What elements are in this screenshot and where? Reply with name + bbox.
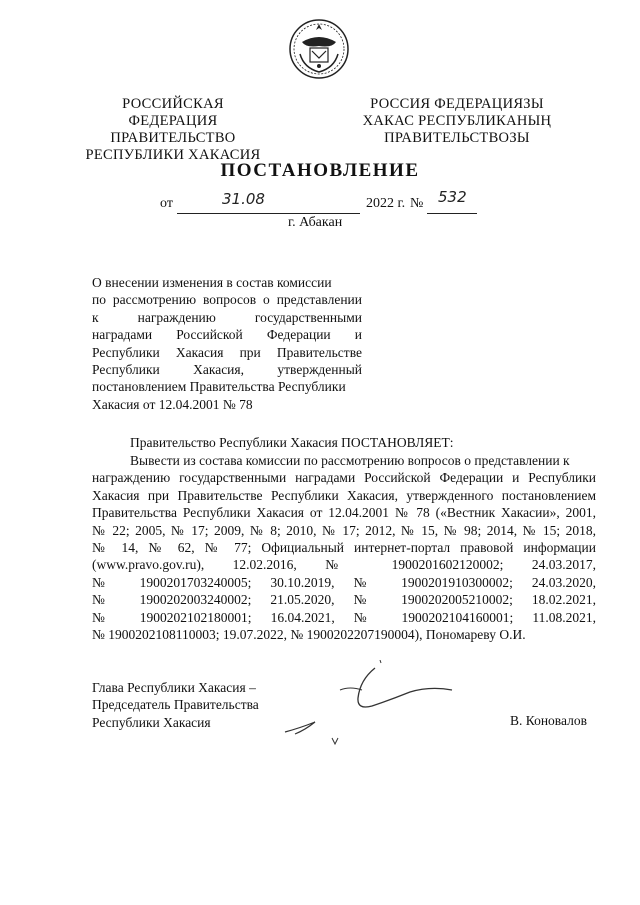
header-left bbox=[78, 96, 268, 164]
subject-line: по рассмотрению вопросов о представлении bbox=[92, 292, 362, 308]
subject-line: Хакасия от 12.04.2001 № 78 bbox=[92, 396, 253, 412]
year: 2022 г. bbox=[366, 196, 406, 211]
date-handwritten: 31.08 bbox=[222, 190, 265, 208]
body-line: № 1900202003240002; 21.05.2020, № 1900202005210002; 18.02.2021, bbox=[92, 592, 596, 608]
number-sign: № bbox=[410, 196, 424, 211]
date-underline bbox=[177, 195, 360, 214]
document-title: ПОСТАНОВЛЕНИЕ bbox=[220, 160, 420, 181]
body-line: № 1900202102180001; 16.04.2021, № 1900202104160001; 11.08.2021, bbox=[92, 609, 596, 625]
body-line: № 1900201703240005; 30.10.2019, № 1900201910300002; 24.03.2020, bbox=[92, 574, 596, 590]
subject-line: постановлением Правительства Республики bbox=[92, 379, 346, 395]
signatory-position bbox=[92, 679, 292, 731]
header-right-line: ХАКАС РЕСПУБЛИКАНЫҢ bbox=[362, 113, 552, 129]
number-handwritten: 532 bbox=[438, 188, 467, 206]
header-right bbox=[362, 96, 552, 147]
header-left-line: РЕСПУБЛИКИ ХАКАСИЯ bbox=[85, 147, 261, 163]
subject-line: к награждению государственными bbox=[92, 309, 362, 325]
body-line: № 1900202108110003; 19.07.2022, № 1900202207190004), Пономареву О.И. bbox=[92, 626, 526, 642]
subject-line: наградами Российской Федерации и bbox=[92, 327, 362, 343]
body-line: Вывести из состава комиссии по рассмотрению вопросов о представлении к bbox=[130, 453, 570, 468]
subject-line: О внесении изменения в состав комиссии bbox=[92, 275, 332, 290]
signatory-line: Республики Хакасия bbox=[92, 714, 211, 730]
coat-of-arms-emblem-icon bbox=[288, 18, 350, 80]
header-left-line: ПРАВИТЕЛЬСТВО bbox=[110, 130, 236, 146]
subject bbox=[92, 274, 362, 413]
body-line: награждению государственными наградами Российской Федерации и Республики bbox=[92, 470, 596, 486]
date-prefix: от bbox=[160, 196, 173, 211]
body-line: Хакасия при Правительстве Республики Хакасия, утвержденного постановлением bbox=[92, 487, 596, 503]
subject-line: Республики Хакасия, утвержденный bbox=[92, 362, 362, 378]
subject-line: Республики Хакасия при Правительстве bbox=[92, 344, 362, 360]
body-line: № 14, № 62, № 77; Официальный интернет-портал правовой информации bbox=[92, 539, 596, 555]
handwritten-signature bbox=[280, 660, 480, 750]
header-left-line: РОССИЙСКАЯ ФЕДЕРАЦИЯ bbox=[122, 96, 224, 129]
header-right-line: ПРАВИТЕЛЬСТВОЗЫ bbox=[384, 130, 530, 146]
signatory-line: Глава Республики Хакасия – bbox=[92, 680, 256, 695]
city: г. Абакан bbox=[288, 215, 343, 230]
signatory-line: Председатель Правительства bbox=[92, 697, 259, 713]
body-line: № 22; 2005, № 17; 2009, № 8; 2010, № 17; 2012, № 15, № 98; 2014, № 15; 2018, bbox=[92, 522, 596, 538]
signatory-name: В. Коновалов bbox=[510, 713, 587, 728]
decree-statement: Правительство Республики Хакасия ПОСТАНОВЛЯЕТ: bbox=[130, 435, 454, 450]
header-right-line: РОССИЯ ФЕДЕРАЦИЯЗЫ bbox=[370, 96, 544, 112]
body-line: (www.pravo.gov.ru), 12.02.2016, № 1900201602120002; 24.03.2017, bbox=[92, 557, 596, 573]
body-paragraph bbox=[92, 452, 596, 643]
body-line: Правительства Республики Хакасия от 12.04.2001 № 78 («Вестник Хакасии», 2001, bbox=[92, 505, 596, 521]
